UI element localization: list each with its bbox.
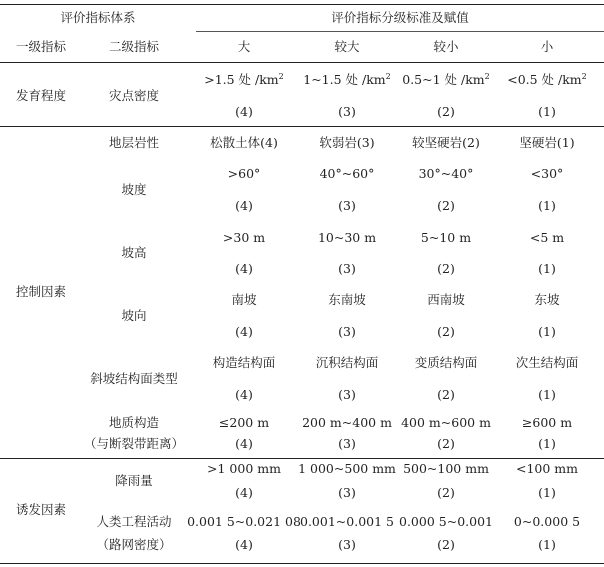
score-cell: (3) xyxy=(338,536,356,552)
header-grade-4: 小 xyxy=(540,38,554,54)
value-cell: 西南坡 xyxy=(427,291,465,307)
value-cell: <30° xyxy=(530,165,564,181)
score-cell: (4) xyxy=(235,484,253,500)
score-cell: (1) xyxy=(538,435,556,451)
value-cell: 次生结构面 xyxy=(515,354,579,370)
value-cell: 变质结构面 xyxy=(414,354,478,370)
score-cell: (2) xyxy=(437,536,455,552)
value-cell: 500~100 mm xyxy=(403,460,489,476)
value-cell: 构造结构面 xyxy=(212,354,276,370)
header-grade-1: 大 xyxy=(237,38,251,54)
indicator-name: 灾点密度 xyxy=(108,87,160,103)
score-cell: (2) xyxy=(437,386,455,402)
value-cell: 1 000~500 mm xyxy=(298,460,396,476)
value-cell: 5~10 m xyxy=(420,229,472,245)
value-cell: >60° xyxy=(227,165,261,181)
score-cell: (2) xyxy=(437,103,455,119)
value-cell: 东坡 xyxy=(534,291,560,307)
score-cell: (2) xyxy=(437,197,455,213)
value-cell: <0.5 处 $/km^2$ xyxy=(507,71,587,87)
score-cell: (1) xyxy=(538,260,556,276)
value-cell: 0.001 5~0.021 08 xyxy=(187,513,301,529)
indicator-name: 地质构造 xyxy=(108,414,160,430)
score-cell: (1) xyxy=(538,197,556,213)
score-cell: (4) xyxy=(235,197,253,213)
score-cell: (1) xyxy=(538,484,556,500)
header-standard: 评价指标分级标准及赋值 xyxy=(331,9,469,25)
bottom-rule xyxy=(0,563,604,564)
score-cell: (3) xyxy=(338,386,356,402)
score-cell: (3) xyxy=(338,103,356,119)
indicator-name: 地层岩性 xyxy=(108,134,160,150)
score-cell: (3) xyxy=(338,484,356,500)
value-cell: <5 m xyxy=(529,229,565,245)
score-cell: (1) xyxy=(538,536,556,552)
group-label: 发育程度 xyxy=(15,87,67,103)
value-cell: 400 m~600 m xyxy=(401,414,491,430)
score-cell: (3) xyxy=(338,323,356,339)
value-cell: >1.5 处 $/km^2$ xyxy=(204,71,284,87)
indicator-subname: （路网密度） xyxy=(96,536,172,552)
indicator-name: 坡度 xyxy=(121,181,147,197)
score-cell: (1) xyxy=(538,323,556,339)
value-cell: >1 000 mm xyxy=(207,460,281,476)
score-cell: (1) xyxy=(538,103,556,119)
value-cell: 0~0.000 5 xyxy=(513,513,581,529)
value-cell: <100 mm xyxy=(515,460,579,476)
value-cell: ≤200 m xyxy=(218,414,270,430)
score-cell: (3) xyxy=(338,435,356,451)
value-cell: 1~1.5 处 $/km^2$ xyxy=(303,71,391,87)
score-cell: (2) xyxy=(437,323,455,339)
value-cell: >30 m xyxy=(222,229,266,245)
score-cell: (3) xyxy=(338,260,356,276)
score-cell: (4) xyxy=(235,435,253,451)
header-grade-2: 较大 xyxy=(334,38,360,54)
value-cell: 200 m~400 m xyxy=(302,414,392,430)
score-cell: (3) xyxy=(338,197,356,213)
score-cell: (4) xyxy=(235,386,253,402)
header-level1: 一级指标 xyxy=(15,38,67,54)
value-cell: 10~30 m xyxy=(317,229,377,245)
header-grade-3: 较小 xyxy=(433,38,459,54)
header-level2: 二级指标 xyxy=(108,38,160,54)
value-cell: 沉积结构面 xyxy=(315,354,379,370)
score-cell: (4) xyxy=(235,323,253,339)
score-cell: (4) xyxy=(235,260,253,276)
group-label: 诱发因素 xyxy=(15,501,67,517)
value-cell: 40°~60° xyxy=(319,165,375,181)
score-cell: (4) xyxy=(235,536,253,552)
score-cell: (4) xyxy=(235,103,253,119)
indicator-subname: （与断裂带距离） xyxy=(83,435,185,451)
top-rule xyxy=(0,4,604,5)
indicator-name: 斜坡结构面类型 xyxy=(90,370,178,386)
indicator-name: 坡向 xyxy=(121,307,147,323)
score-cell: (2) xyxy=(437,484,455,500)
value-cell: 东南坡 xyxy=(328,291,366,307)
value-cell: ≥600 m xyxy=(521,414,573,430)
score-cell: (1) xyxy=(538,386,556,402)
header-sub-rule xyxy=(196,31,604,32)
indicator-name: 人类工程活动 xyxy=(96,513,172,529)
group-label: 控制因素 xyxy=(15,283,67,299)
group2-bottom-rule xyxy=(0,458,604,459)
value-cell: 坚硬岩(1) xyxy=(519,134,575,150)
value-cell: 较坚硬岩(2) xyxy=(412,134,480,150)
score-cell: (2) xyxy=(437,260,455,276)
indicator-name: 降雨量 xyxy=(115,472,153,488)
score-cell: (2) xyxy=(437,435,455,451)
value-cell: 0.5~1 处 $/km^2$ xyxy=(402,71,490,87)
group1-bottom-rule xyxy=(0,126,604,127)
indicator-name: 坡高 xyxy=(121,244,147,260)
value-cell: 0.001~0.001 5 xyxy=(300,513,394,529)
value-cell: 软弱岩(3) xyxy=(319,134,375,150)
value-cell: 30°~40° xyxy=(418,165,474,181)
value-cell: 0.000 5~0.001 xyxy=(399,513,493,529)
header-bottom-rule xyxy=(0,62,604,63)
value-cell: 松散土体(4) xyxy=(210,134,278,150)
value-cell: 南坡 xyxy=(231,291,257,307)
header-system: 评价指标体系 xyxy=(60,9,136,25)
